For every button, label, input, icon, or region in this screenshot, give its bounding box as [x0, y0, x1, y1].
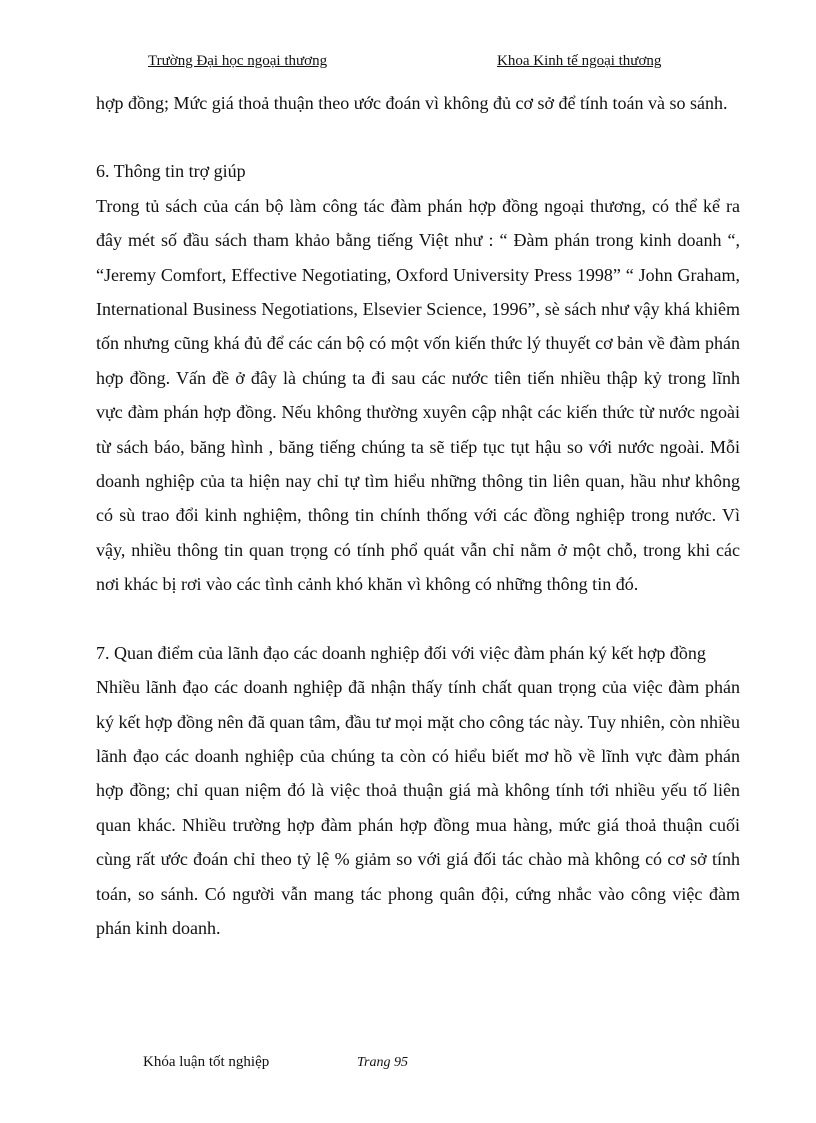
section-heading-6: 6. Thông tin trợ giúp [96, 161, 246, 182]
footer-thesis-label: Khóa luận tốt nghiệp [143, 1054, 270, 1070]
paragraph-reference-info: Trong tủ sách của cán bộ làm công tác đàm phán hợp đồng ngoại thương, có thể kể ra đây mét số đầu sách tham khảo bằng tiếng Việt như : “ Đàm phán trong kinh doanh “, “Jeremy Comfort, Effective Negotiating, Oxford University Press 1998” “ John Graham, International Business Negotiations, Elsevier Science, 1996”, sè sách như vậy khá khiêm tốn nhưng cũng khá đủ để các cán bộ có một vốn kiến thức lý thuyết cơ bản về đàm phán hợp đồng. Vấn đề ở đây là chúng ta đi sau các nước tiên tiến nhiều thập kỷ trong lĩnh vực đàm phán hợp đồng. Nếu không thường xuyên cập nhật các kiến thức từ nước ngoài từ sách báo, băng hình , băng tiếng chúng ta sẽ tiếp tục tụt hậu so với nước ngoài. Mỗi doanh nghiệp của ta hiện nay chỉ tự tìm hiểu những thông tin liên quan, hầu như không có sù trao đổi kinh nghiệm, thông tin chính thống với các đồng nghiệp trong nước. Vì vậy, nhiều thông tin quan trọng có tính phổ quát vẫn chỉ nằm ở một chỗ, trong khi các nơi khác bị rơi vào các tình cảnh khó khăn vì không có những thông tin đó. [96, 195, 740, 595]
header-faculty: Khoa Kinh tế ngoại thương [497, 53, 662, 69]
paragraph-leadership-view: Nhiều lãnh đạo các doanh nghiệp đã nhận thấy tính chất quan trọng của việc đàm phán ký kết hợp đồng nên đã quan tâm, đầu tư mọi mặt cho công tác này. Tuy nhiên, còn nhiều lãnh đạo các doanh nghiệp của chúng ta còn có hiểu biết mơ hồ về lĩnh vực đàm phán hợp đồng; chỉ quan niệm đó là việc thoả thuận giá mà không tính tới nhiều yếu tố liên quan khác. Nhiều trường hợp đàm phán hợp đồng mua hàng, mức giá thoả thuận cuối cùng rất ước đoán chỉ theo tỷ lệ % giảm so với giá đối tác chào mà không có cơ sở tính toán, so sánh. Có người vẫn mang tác phong quân đội, cứng nhắc vào công việc đàm phán kinh doanh. [96, 677, 740, 938]
section-heading-7: 7. Quan điểm của lãnh đạo các doanh nghiệp đối với việc đàm phán ký kết hợp đồng [96, 642, 706, 663]
header-university: Trường Đại học ngoại thương [148, 53, 328, 69]
page-body [96, 86, 740, 945]
paragraph-continuation: hợp đồng; Mức giá thoả thuận theo ước đoán vì không đủ cơ sở để tính toán và so sánh. [96, 93, 728, 113]
footer-page-number: Trang 95 [357, 1055, 408, 1070]
